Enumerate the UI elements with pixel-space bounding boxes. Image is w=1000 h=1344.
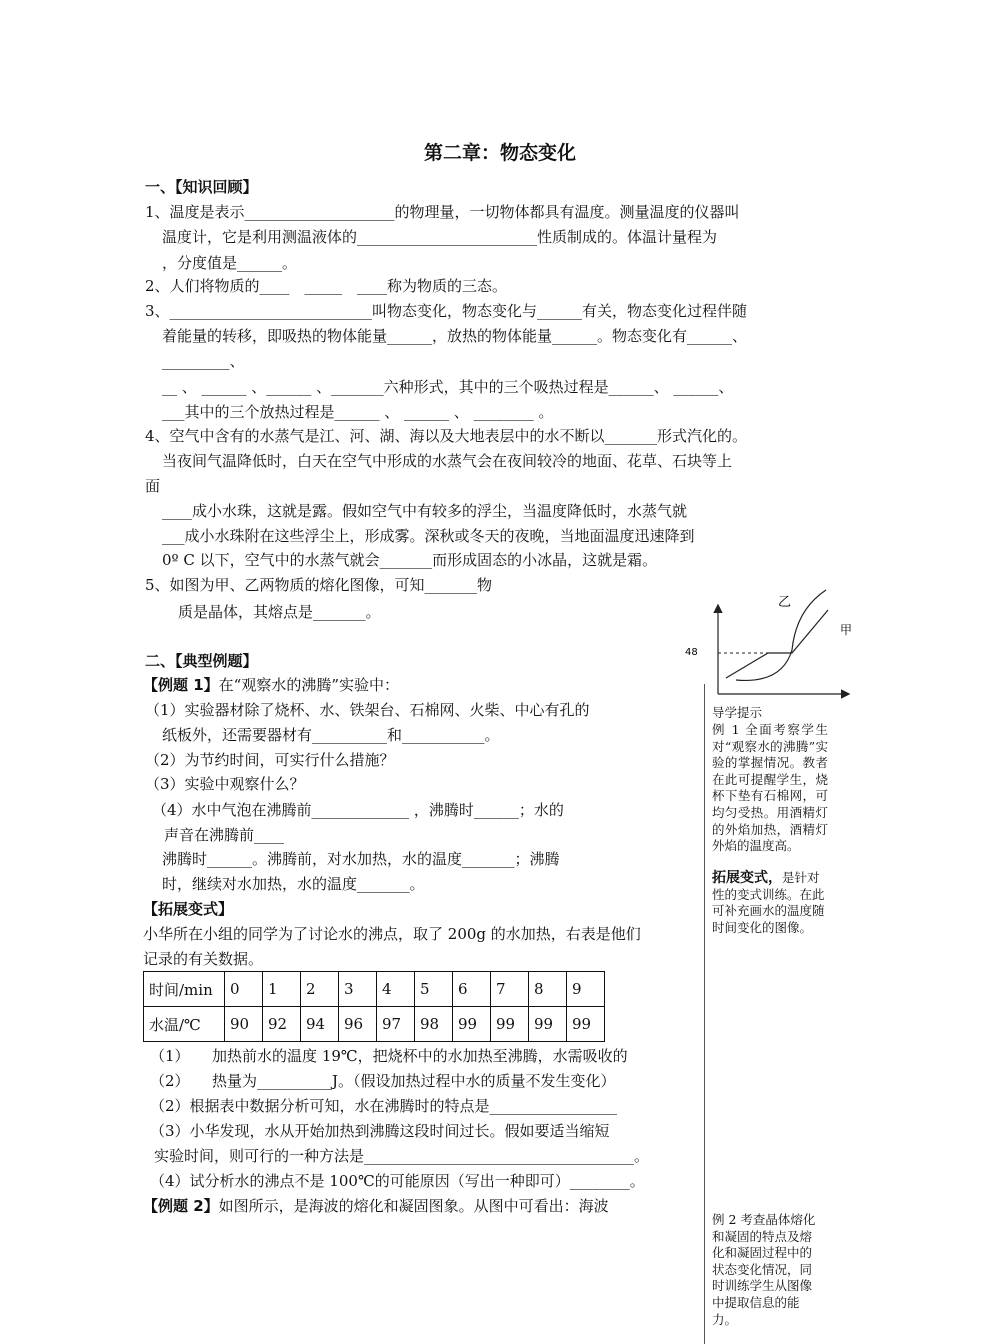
table-cell: 92	[263, 1007, 301, 1042]
table-cell: 96	[339, 1007, 377, 1042]
table-cell: 8	[529, 972, 567, 1007]
sidebar-hint1: 例 1 全面考察学生对“观察水的沸腾”实验的掌握情况。教者在此可提醒学生，烧杯下垫有石棉网，可均匀受热。用酒精灯的外焰加热，酒精灯外焰的温度高。	[712, 722, 828, 854]
table-cell: 98	[415, 1007, 453, 1042]
sidebar-hint2: 例 2 考查晶体熔化和凝固的特点及熔化和凝固过程中的状态变化情况，同时训练学生从图像中提取信息的能力。	[712, 1212, 816, 1327]
text-line: （1） 加热前水的温度 19℃，把烧杯中的水加热至沸腾，水需吸收的	[150, 1047, 628, 1065]
text-line: 小华所在小组的同学为了讨论水的沸点，取了 200g 的水加热，右表是他们	[143, 925, 641, 943]
example2	[143, 1196, 609, 1216]
text-line: 温度计，它是利用测温液体的________________________性质制成的。体温计量程为	[162, 228, 718, 246]
text-line: （4）试分析水的沸点不是 100℃的可能原因（写出一种即可）________。	[150, 1172, 645, 1190]
text-line: 0º C 以下，空气中的水蒸气就会_______而形成固态的小冰晶，这就是霜。	[162, 551, 658, 569]
table-cell: 9	[567, 972, 605, 1007]
text-line: 质是晶体，其熔点是_______。	[178, 603, 381, 621]
melting-graph	[685, 590, 853, 700]
table-cell: 2	[301, 972, 339, 1007]
text-line: ___其中的三个放热过程是______ 、 ______ 、 ________ 。	[162, 403, 554, 421]
text-line: 着能量的转移，即吸热的物体能量______，放热的物体能量______。物态变化有______、	[162, 327, 748, 345]
text-line: 3、___________________________叫物态变化，物态变化与______有关，物态变化过程伴随	[145, 302, 748, 320]
text-line: 时，继续对水加热，水的温度_______。	[162, 875, 425, 893]
text-line: （4）水中气泡在沸腾前_____________ ，沸腾时______；水的	[152, 801, 564, 819]
example1-label: 【例题 1】	[143, 676, 219, 694]
text-line: （3）小华发现，水从开始加热到沸腾这段时间过长。假如要适当缩短	[150, 1122, 610, 1140]
table-cell: 7	[491, 972, 529, 1007]
text-line: （2）根据表中数据分析可知，水在沸腾时的特点是_________________	[150, 1097, 618, 1115]
table-cell: 99	[529, 1007, 567, 1042]
table-row	[144, 972, 605, 1007]
label-yi: 乙	[778, 595, 792, 610]
table-cell: 1	[263, 972, 301, 1007]
page-title: 第二章：物态变化	[423, 142, 576, 164]
text-line: （2） 热量为__________J。（假设加热过程中水的质量不发生变化）	[150, 1072, 616, 1090]
table-cell: 90	[225, 1007, 263, 1042]
sidebar-divider	[704, 684, 705, 1344]
text-line: （2）为节约时间，可实行什么措施？	[145, 751, 395, 769]
text-line: ___成小水珠附在这些浮尘上，形成雾。深秋或冬天的夜晚，当地面温度迅速降到	[162, 527, 695, 545]
text-line: ____成小水珠，这就是露。假如空气中有较多的浮尘，当温度降低时，水蒸气就	[162, 502, 688, 520]
table-header-cell: 水温/℃	[144, 1007, 225, 1042]
text-line: 记录的有关数据。	[143, 950, 264, 968]
table-header-cell: 时间/min	[144, 972, 225, 1007]
text-line: 面	[145, 477, 161, 495]
text-line: 5、如图为甲、乙两物质的熔化图像，可知_______物	[145, 576, 493, 594]
sidebar-extension-label: 拓展变式，	[712, 870, 782, 886]
label-jia: 甲	[840, 623, 853, 637]
table-cell: 97	[377, 1007, 415, 1042]
text-line: 2、人们将物质的____ _____ ____称为物质的三态。	[145, 277, 508, 295]
example1-intro: 在“观察水的沸腾”实验中：	[218, 676, 400, 694]
table-cell: 99	[567, 1007, 605, 1042]
curve-jia	[726, 610, 828, 678]
table-cell: 99	[491, 1007, 529, 1042]
text-line: ，分度值是______。	[162, 254, 298, 272]
text-line: 声音在沸腾前____	[164, 826, 285, 844]
temperature-table	[143, 971, 605, 1042]
table-row	[144, 1007, 605, 1042]
example1	[143, 675, 399, 695]
table-cell: 3	[339, 972, 377, 1007]
sidebar-extension	[712, 870, 828, 936]
table-cell: 0	[225, 972, 263, 1007]
text-line: 纸板外，还需要器材有__________和___________。	[162, 726, 500, 744]
text-line: _________、	[162, 352, 245, 370]
text-line: 实验时间，则可行的一种方法是____________________________________。	[154, 1147, 650, 1165]
text-line: __ 、 ______ 、______ 、_______六种形式，其中的三个吸热过程是______、 ______、	[162, 378, 734, 396]
table-cell: 4	[377, 972, 415, 1007]
y-tick-48: 48	[685, 647, 698, 658]
table-cell: 5	[415, 972, 453, 1007]
table-cell: 6	[453, 972, 491, 1007]
table-cell: 94	[301, 1007, 339, 1042]
section1-heading: 一、【知识回顾】	[145, 178, 258, 196]
text-line: 沸腾时______。沸腾前，对水加热，水的温度_______；沸腾	[162, 850, 560, 868]
text-line: 当夜间气温降低时，白天在空气中形成的水蒸气会在夜间较冷的地面、花草、石块等上	[162, 452, 733, 470]
text-line: 4、空气中含有的水蒸气是江、河、湖、海以及大地表层中的水不断以_______形式汽化的。	[145, 427, 748, 445]
sidebar-hint-title: 导学提示	[712, 705, 763, 720]
text-line: 1、温度是表示____________________的物理量，一切物体都具有温度。测量温度的仪器叫	[145, 203, 740, 221]
table-cell: 99	[453, 1007, 491, 1042]
section2-heading: 二、【典型例题】	[145, 652, 258, 670]
text-line: （1）实验器材除了烧杯、水、铁架台、石棉网、火柴、中心有孔的	[145, 701, 590, 719]
sidebar-extension-text: 是针对性的变式训练。在此可补充画水的温度随时间变化的图像。	[712, 870, 825, 935]
example2-text: 如图所示，是海波的熔化和凝固图象。从图中可看出：海波	[218, 1197, 609, 1215]
extension-heading: 【拓展变式】	[143, 900, 234, 918]
example2-label: 【例题 2】	[143, 1197, 219, 1215]
text-line: （3）实验中观察什么？	[145, 775, 305, 793]
